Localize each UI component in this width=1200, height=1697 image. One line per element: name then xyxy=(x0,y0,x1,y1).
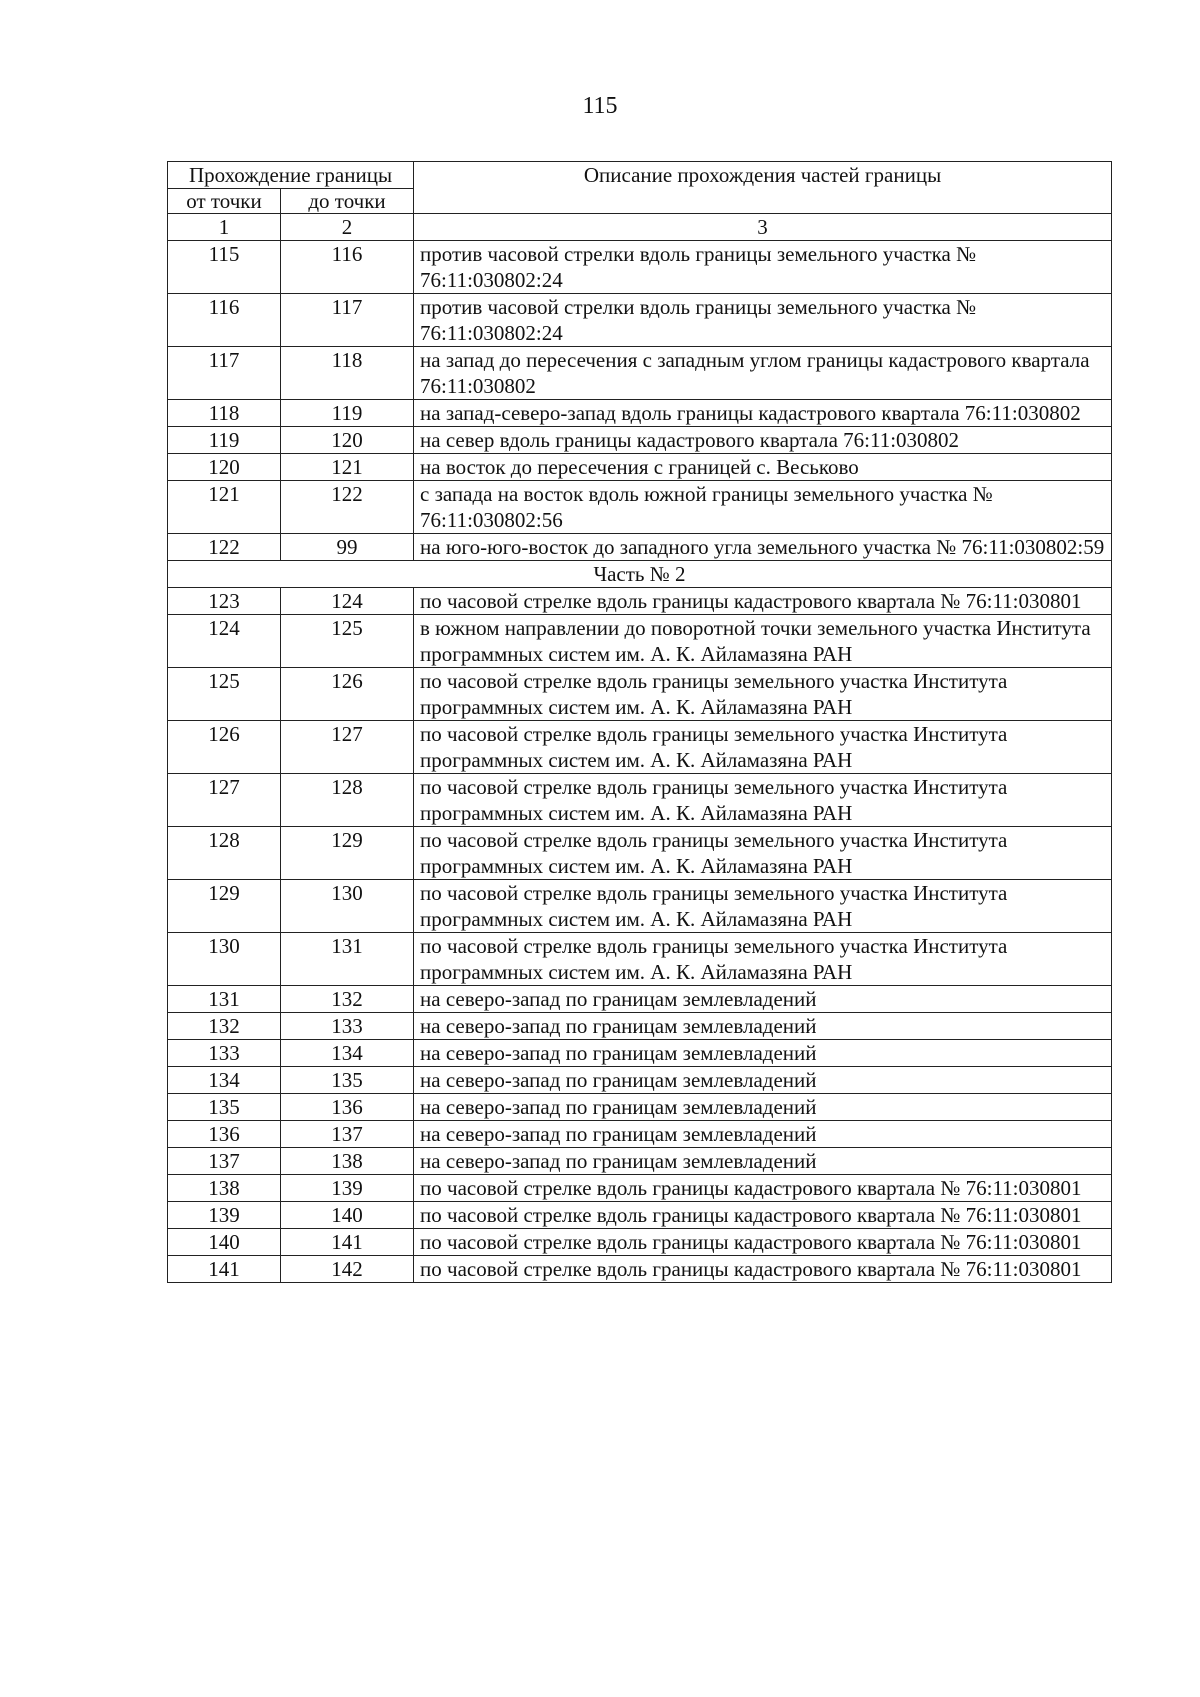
cell-description: на запад-северо-запад вдоль границы кадастрового квартала 76:11:030802 xyxy=(414,400,1112,427)
part2-separator xyxy=(168,561,1112,588)
page-number: 115 xyxy=(582,93,618,119)
column-number-1: 1 xyxy=(168,214,281,241)
cell-from-point: 139 xyxy=(168,1202,281,1229)
table-row xyxy=(168,1013,1112,1040)
cell-from-point: 135 xyxy=(168,1094,281,1121)
cell-description: на северо-запад по границам землевладений xyxy=(414,986,1112,1013)
table-row xyxy=(168,1121,1112,1148)
table-row xyxy=(168,721,1112,774)
cell-from-point: 128 xyxy=(168,827,281,880)
cell-from-point: 129 xyxy=(168,880,281,933)
cell-to-point: 124 xyxy=(281,588,414,615)
cell-to-point: 140 xyxy=(281,1202,414,1229)
table-row xyxy=(168,534,1112,561)
cell-to-point: 133 xyxy=(281,1013,414,1040)
column-number-2: 2 xyxy=(281,214,414,241)
cell-from-point: 120 xyxy=(168,454,281,481)
table-row xyxy=(168,774,1112,827)
cell-to-point: 138 xyxy=(281,1148,414,1175)
cell-description: по часовой стрелке вдоль границы земельного участка Института программных систем им. А. К. Айламазяна РАН xyxy=(414,721,1112,774)
cell-from-point: 121 xyxy=(168,481,281,534)
cell-to-point: 128 xyxy=(281,774,414,827)
table-row xyxy=(168,668,1112,721)
table-row xyxy=(168,880,1112,933)
cell-description: по часовой стрелке вдоль границы земельного участка Института программных систем им. А. К. Айламазяна РАН xyxy=(414,933,1112,986)
cell-from-point: 137 xyxy=(168,1148,281,1175)
cell-to-point: 130 xyxy=(281,880,414,933)
cell-description: по часовой стрелке вдоль границы кадастрового квартала № 76:11:030801 xyxy=(414,1256,1112,1283)
cell-to-point: 127 xyxy=(281,721,414,774)
cell-description: по часовой стрелке вдоль границы кадастрового квартала № 76:11:030801 xyxy=(414,1202,1112,1229)
cell-from-point: 141 xyxy=(168,1256,281,1283)
table-row xyxy=(168,615,1112,668)
table-row xyxy=(168,1094,1112,1121)
cell-description: на юго-юго-восток до западного угла земельного участка № 76:11:030802:59 xyxy=(414,534,1112,561)
table-row xyxy=(168,241,1112,294)
table-row xyxy=(168,1256,1112,1283)
cell-from-point: 115 xyxy=(168,241,281,294)
cell-from-point: 140 xyxy=(168,1229,281,1256)
cell-description: на восток до пересечения с границей с. Веськово xyxy=(414,454,1112,481)
cell-to-point: 121 xyxy=(281,454,414,481)
cell-from-point: 130 xyxy=(168,933,281,986)
header-from-point: от точки xyxy=(168,189,281,214)
cell-from-point: 136 xyxy=(168,1121,281,1148)
cell-to-point: 134 xyxy=(281,1040,414,1067)
cell-description: с запада на восток вдоль южной границы земельного участка № 76:11:030802:56 xyxy=(414,481,1112,534)
table-row xyxy=(168,1067,1112,1094)
cell-to-point: 116 xyxy=(281,241,414,294)
cell-from-point: 118 xyxy=(168,400,281,427)
boundary-table xyxy=(167,161,1112,1283)
part2-rows xyxy=(168,588,1112,1283)
cell-description: по часовой стрелке вдоль границы земельного участка Института программных систем им. А. К. Айламазяна РАН xyxy=(414,827,1112,880)
table-row xyxy=(168,1040,1112,1067)
cell-from-point: 119 xyxy=(168,427,281,454)
table-row xyxy=(168,400,1112,427)
cell-to-point: 117 xyxy=(281,294,414,347)
cell-to-point: 125 xyxy=(281,615,414,668)
cell-description: на север вдоль границы кадастрового квартала 76:11:030802 xyxy=(414,427,1112,454)
cell-from-point: 123 xyxy=(168,588,281,615)
cell-to-point: 131 xyxy=(281,933,414,986)
table-row xyxy=(168,427,1112,454)
table-header xyxy=(168,162,1112,241)
cell-description: по часовой стрелке вдоль границы земельного участка Института программных систем им. А. К. Айламазяна РАН xyxy=(414,880,1112,933)
cell-from-point: 134 xyxy=(168,1067,281,1094)
cell-from-point: 124 xyxy=(168,615,281,668)
cell-from-point: 127 xyxy=(168,774,281,827)
cell-description: по часовой стрелке вдоль границы земельного участка Института программных систем им. А. К. Айламазяна РАН xyxy=(414,668,1112,721)
cell-to-point: 126 xyxy=(281,668,414,721)
table-row xyxy=(168,1148,1112,1175)
table-row xyxy=(168,454,1112,481)
cell-description: на северо-запад по границам землевладений xyxy=(414,1094,1112,1121)
cell-from-point: 132 xyxy=(168,1013,281,1040)
cell-description: против часовой стрелки вдоль границы земельного участка № 76:11:030802:24 xyxy=(414,294,1112,347)
header-description: Описание прохождения частей границы xyxy=(414,162,1112,214)
cell-description: на запад до пересечения с западным углом границы кадастрового квартала 76:11:030802 xyxy=(414,347,1112,400)
cell-description: на северо-запад по границам землевладений xyxy=(414,1121,1112,1148)
cell-from-point: 116 xyxy=(168,294,281,347)
cell-to-point: 118 xyxy=(281,347,414,400)
header-group-label: Прохождение границы xyxy=(168,162,414,189)
column-number-3: 3 xyxy=(414,214,1112,241)
table-row xyxy=(168,1202,1112,1229)
cell-description: по часовой стрелке вдоль границы кадастрового квартала № 76:11:030801 xyxy=(414,1175,1112,1202)
table-row xyxy=(168,347,1112,400)
cell-to-point: 137 xyxy=(281,1121,414,1148)
table-row xyxy=(168,294,1112,347)
cell-description: на северо-запад по границам землевладений xyxy=(414,1040,1112,1067)
table-row xyxy=(168,933,1112,986)
cell-from-point: 131 xyxy=(168,986,281,1013)
cell-to-point: 119 xyxy=(281,400,414,427)
cell-description: по часовой стрелке вдоль границы земельного участка Института программных систем им. А. К. Айламазяна РАН xyxy=(414,774,1112,827)
cell-to-point: 135 xyxy=(281,1067,414,1094)
table-row xyxy=(168,986,1112,1013)
table-row xyxy=(168,1229,1112,1256)
cell-from-point: 125 xyxy=(168,668,281,721)
cell-description: по часовой стрелке вдоль границы кадастрового квартала № 76:11:030801 xyxy=(414,588,1112,615)
cell-from-point: 138 xyxy=(168,1175,281,1202)
cell-from-point: 133 xyxy=(168,1040,281,1067)
cell-from-point: 122 xyxy=(168,534,281,561)
cell-description: в южном направлении до поворотной точки земельного участка Института программных систем им. А. К. Айламазяна РАН xyxy=(414,615,1112,668)
cell-to-point: 141 xyxy=(281,1229,414,1256)
header-to-point: до точки xyxy=(281,189,414,214)
cell-to-point: 99 xyxy=(281,534,414,561)
cell-from-point: 117 xyxy=(168,347,281,400)
cell-description: на северо-запад по границам землевладений xyxy=(414,1067,1112,1094)
cell-description: по часовой стрелке вдоль границы кадастрового квартала № 76:11:030801 xyxy=(414,1229,1112,1256)
part1-rows xyxy=(168,241,1112,561)
table-row xyxy=(168,481,1112,534)
cell-description: против часовой стрелки вдоль границы земельного участка № 76:11:030802:24 xyxy=(414,241,1112,294)
cell-to-point: 120 xyxy=(281,427,414,454)
cell-description: на северо-запад по границам землевладений xyxy=(414,1148,1112,1175)
cell-to-point: 136 xyxy=(281,1094,414,1121)
cell-to-point: 139 xyxy=(281,1175,414,1202)
part2-label: Часть № 2 xyxy=(168,561,1112,588)
table-row xyxy=(168,827,1112,880)
table-row xyxy=(168,1175,1112,1202)
cell-to-point: 122 xyxy=(281,481,414,534)
cell-to-point: 129 xyxy=(281,827,414,880)
table-row xyxy=(168,588,1112,615)
cell-to-point: 142 xyxy=(281,1256,414,1283)
cell-to-point: 132 xyxy=(281,986,414,1013)
cell-description: на северо-запад по границам землевладений xyxy=(414,1013,1112,1040)
cell-from-point: 126 xyxy=(168,721,281,774)
